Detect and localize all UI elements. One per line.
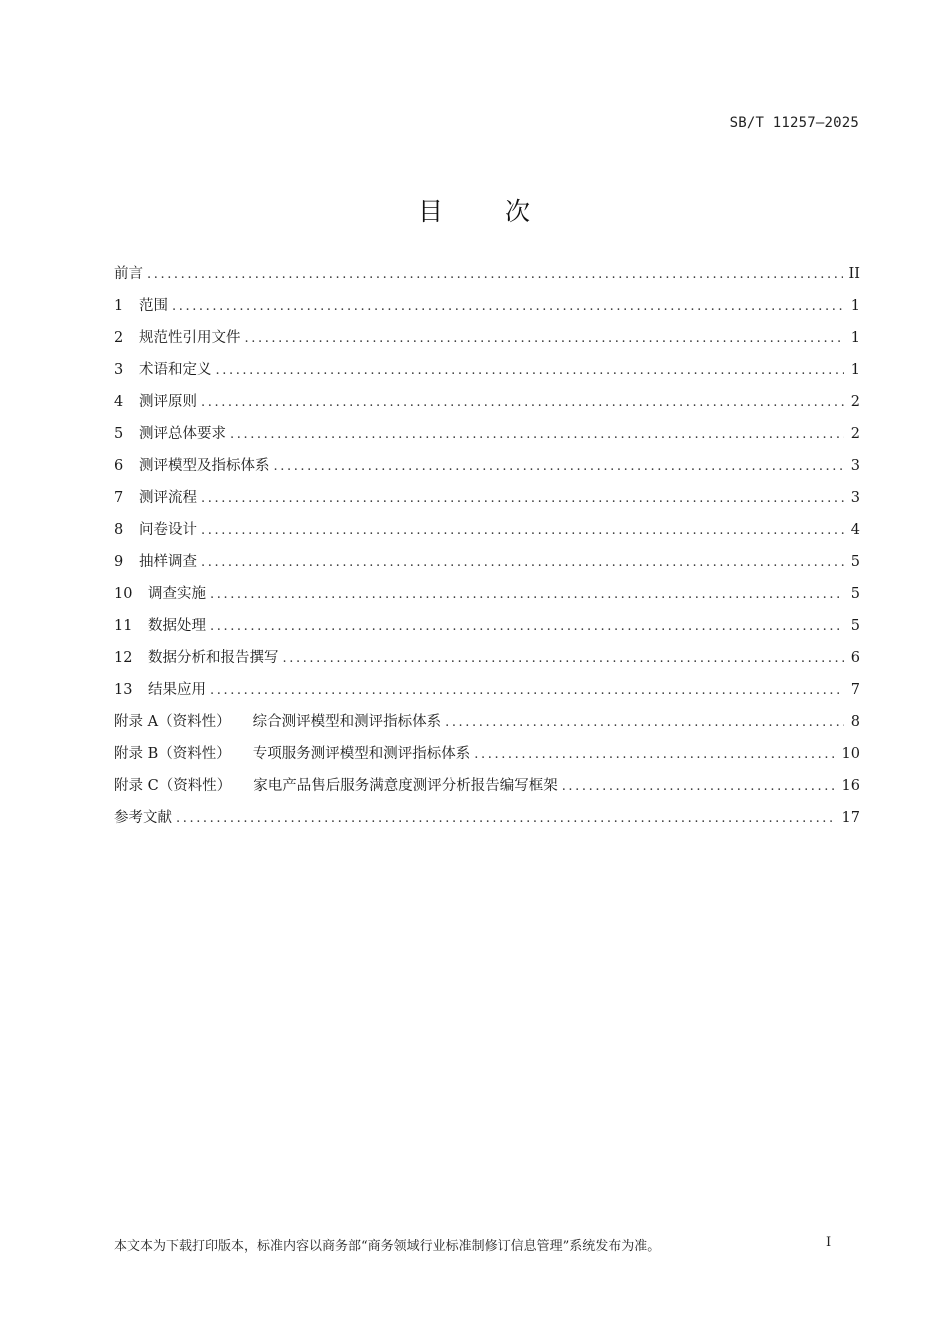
toc-entry-label: 数据处理 xyxy=(148,618,206,634)
toc-entry-number: 5 xyxy=(114,426,124,442)
toc-entry-label: 综合测评模型和测评指标体系 xyxy=(252,714,442,730)
toc-entry-8[interactable] xyxy=(114,518,860,550)
toc-page-number: 16 xyxy=(841,778,860,794)
toc-page-number: 17 xyxy=(841,810,860,826)
toc-entry-label: 术语和定义 xyxy=(139,362,212,378)
toc-entry-appendix-c[interactable] xyxy=(114,774,860,806)
toc-entry-label: 专项服务测评模型和测评指标体系 xyxy=(252,746,471,762)
toc-entry-label: 测评流程 xyxy=(139,490,197,506)
toc-entry-number: 1 xyxy=(114,298,124,314)
toc-leader-dots xyxy=(210,679,844,703)
toc-leader-dots xyxy=(176,807,836,831)
toc-entry-13[interactable] xyxy=(114,678,860,710)
toc-page-number: 10 xyxy=(841,746,860,762)
toc-page-number: 6 xyxy=(850,650,860,666)
toc-page-number: 5 xyxy=(850,618,860,634)
table-of-contents xyxy=(114,262,860,838)
toc-leader-dots xyxy=(274,455,845,479)
toc-entry-references[interactable] xyxy=(114,806,860,838)
toc-entry-label: 测评模型及指标体系 xyxy=(139,458,270,474)
toc-title-char-1: 目 xyxy=(417,197,445,226)
toc-entry-label: 数据分析和报告撰写 xyxy=(148,650,279,666)
toc-entry-6[interactable] xyxy=(114,454,860,486)
page-number: I xyxy=(826,1235,832,1250)
toc-entry-label: 问卷设计 xyxy=(139,522,197,538)
toc-entry-number: 10 xyxy=(114,586,133,602)
toc-leader-dots xyxy=(230,423,844,447)
toc-entry-number: 12 xyxy=(114,650,133,666)
toc-entry-5[interactable] xyxy=(114,422,860,454)
toc-page-number: 5 xyxy=(850,554,860,570)
toc-entry-4[interactable] xyxy=(114,390,860,422)
toc-entry-2[interactable] xyxy=(114,326,860,358)
toc-page-number: 7 xyxy=(850,682,860,698)
toc-appendix-number: 附录 A（资料性） xyxy=(114,714,231,730)
toc-page-number: 2 xyxy=(850,426,860,442)
toc-page-number: 5 xyxy=(850,586,860,602)
toc-entry-label: 测评总体要求 xyxy=(139,426,226,442)
toc-page-number: 4 xyxy=(850,522,860,538)
toc-title xyxy=(0,192,950,228)
toc-entry-label: 规范性引用文件 xyxy=(139,330,241,346)
toc-entry-number: 11 xyxy=(114,618,133,634)
toc-entry-1[interactable] xyxy=(114,294,860,326)
toc-entry-3[interactable] xyxy=(114,358,860,390)
toc-page-number: 3 xyxy=(850,458,860,474)
toc-entry-7[interactable] xyxy=(114,486,860,518)
toc-leader-dots xyxy=(201,391,844,415)
toc-leader-dots xyxy=(210,615,844,639)
toc-entry-label: 家电产品售后服务满意度测评分析报告编写框架 xyxy=(253,778,558,794)
toc-entry-number: 4 xyxy=(114,394,124,410)
toc-entry-foreword[interactable] xyxy=(114,262,860,294)
toc-entry-11[interactable] xyxy=(114,614,860,646)
toc-page-number: II xyxy=(848,266,860,282)
toc-entry-label: 调查实施 xyxy=(148,586,206,602)
toc-leader-dots xyxy=(474,743,835,767)
toc-entry-9[interactable] xyxy=(114,550,860,582)
toc-appendix-number: 附录 B（资料性） xyxy=(114,746,231,762)
toc-entry-appendix-b[interactable] xyxy=(114,742,860,774)
toc-entry-label: 结果应用 xyxy=(148,682,206,698)
toc-leader-dots xyxy=(216,359,845,383)
toc-entry-number: 3 xyxy=(114,362,124,378)
footer-note: 本文本为下载打印版本，标准内容以商务部“商务领域行业标准制修订信息管理”系统发布为准。 xyxy=(114,1239,661,1254)
toc-leader-dots xyxy=(283,647,845,671)
toc-leader-dots xyxy=(201,519,844,543)
toc-appendix-number: 附录 C（资料性） xyxy=(114,778,232,794)
toc-entry-number: 8 xyxy=(114,522,124,538)
toc-title-char-2: 次 xyxy=(505,197,533,226)
toc-entry-label: 抽样调查 xyxy=(139,554,197,570)
toc-leader-dots xyxy=(445,711,844,735)
toc-entry-label: 参考文献 xyxy=(114,810,172,826)
toc-entry-number: 2 xyxy=(114,330,124,346)
document-code: SB/T 11257—2025 xyxy=(729,115,859,131)
toc-page-number: 1 xyxy=(850,362,860,378)
toc-leader-dots xyxy=(201,487,844,511)
toc-page-number: 3 xyxy=(850,490,860,506)
toc-entry-label: 范围 xyxy=(139,298,168,314)
toc-entry-number: 7 xyxy=(114,490,124,506)
toc-page-number: 1 xyxy=(850,298,860,314)
toc-leader-dots xyxy=(245,327,845,351)
toc-entry-label: 前言 xyxy=(114,266,143,282)
toc-entry-number: 6 xyxy=(114,458,124,474)
toc-page-number: 8 xyxy=(850,714,860,730)
toc-entry-12[interactable] xyxy=(114,646,860,678)
toc-leader-dots xyxy=(147,263,843,287)
toc-leader-dots xyxy=(201,551,844,575)
toc-leader-dots xyxy=(172,295,844,319)
toc-leader-dots xyxy=(562,775,836,799)
toc-leader-dots xyxy=(210,583,844,607)
toc-entry-number: 9 xyxy=(114,554,124,570)
toc-entry-label: 测评原则 xyxy=(139,394,197,410)
toc-page-number: 1 xyxy=(850,330,860,346)
toc-entry-appendix-a[interactable] xyxy=(114,710,860,742)
toc-page-number: 2 xyxy=(850,394,860,410)
toc-entry-number: 13 xyxy=(114,682,133,698)
toc-entry-10[interactable] xyxy=(114,582,860,614)
